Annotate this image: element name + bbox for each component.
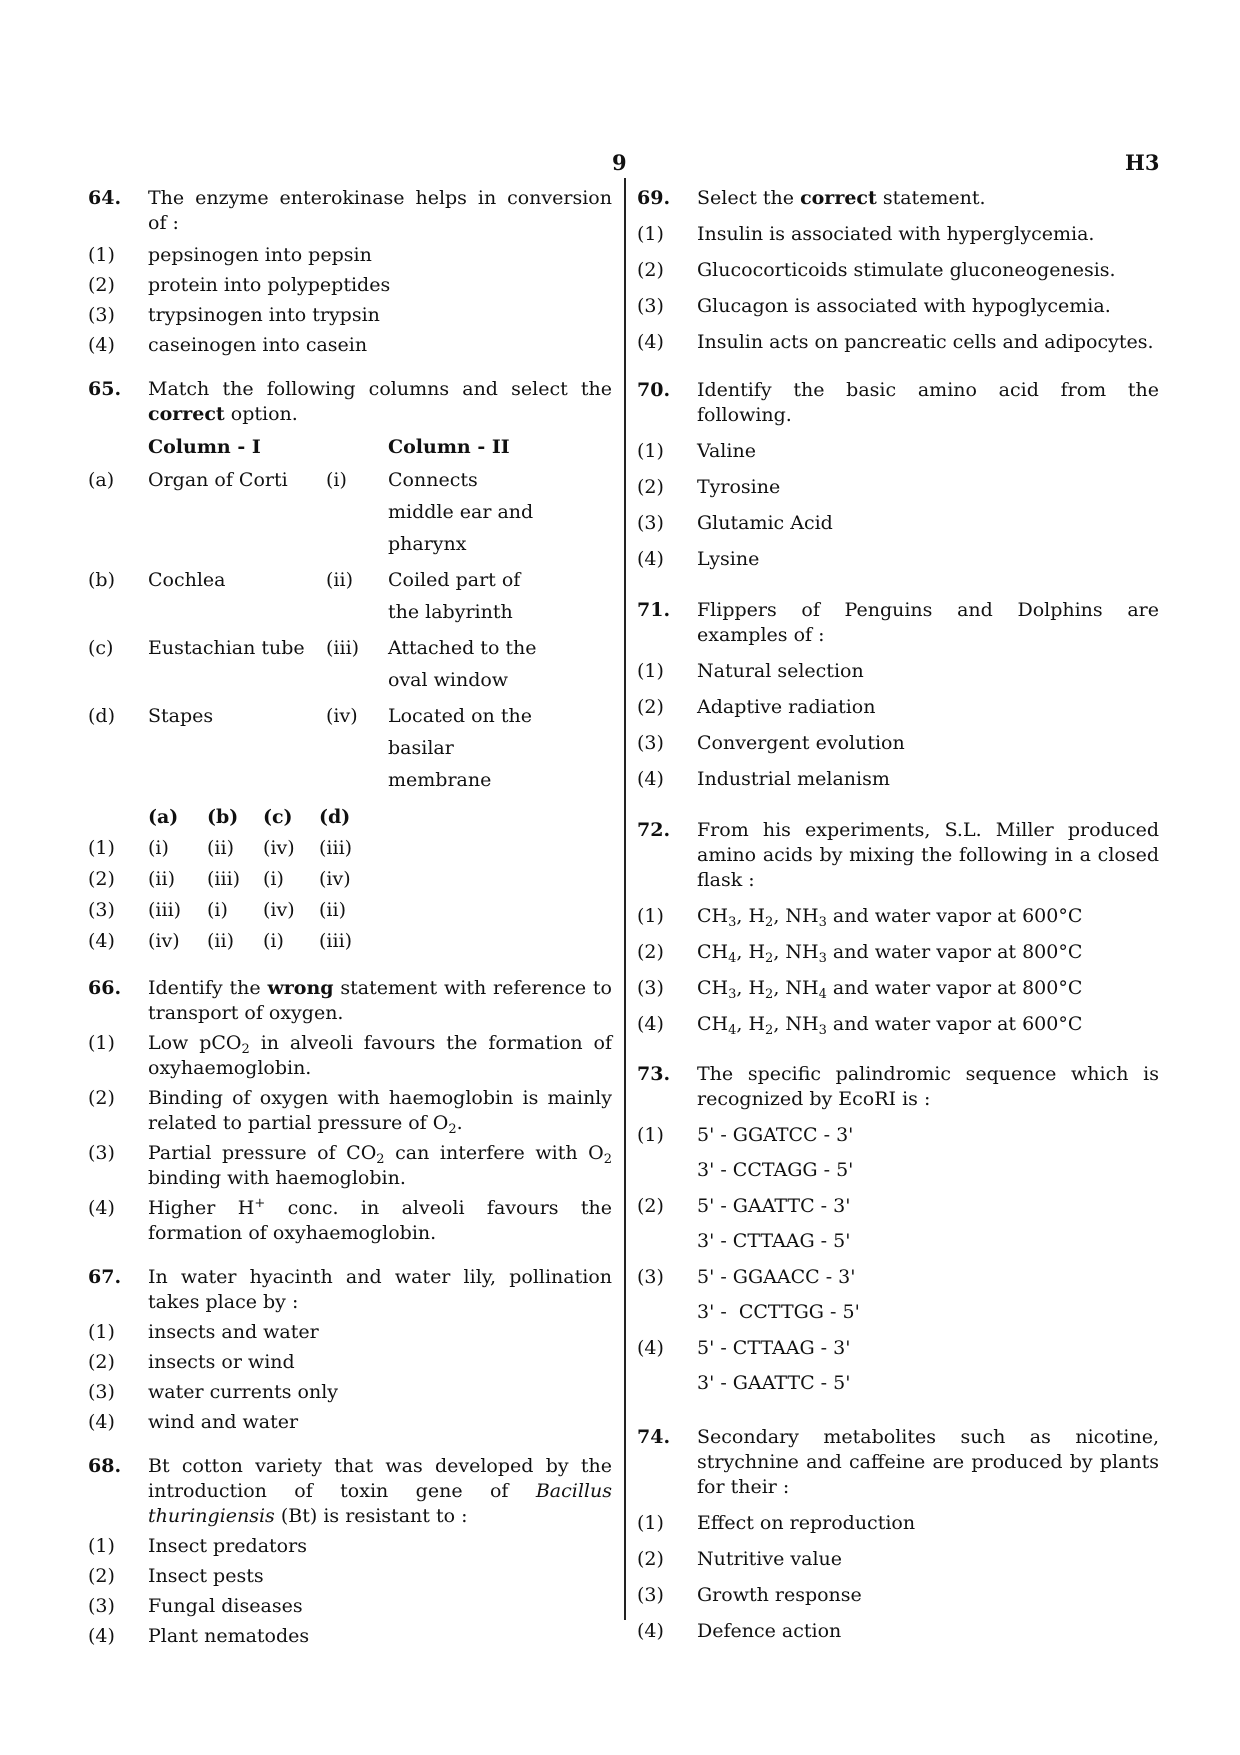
question-64 [88,186,612,236]
question-number: 73. [637,1063,671,1085]
option[interactable]: (4) $CH_4$, $H_2$, $NH_3$ and water vapor at 600°C [637,1013,1083,1038]
question-number: 64. [88,187,122,209]
option[interactable]: (3) water currents only [88,1381,339,1403]
option[interactable]: (2) Nutritive value [637,1548,843,1570]
match-row: (c) Eustachian tube (iii) Attached to the oval window [88,637,537,691]
question-stem: Identify the basic amino acid from the following. [697,379,1159,426]
option[interactable]: (2) Adaptive radiation [637,696,876,718]
answer-option-row[interactable]: (1) (i) (ii) (iv) (iii) [88,837,353,859]
question-number: 70. [637,379,671,401]
question-stem: Match the following columns and select the correct option. [148,378,612,425]
option[interactable]: (4) Higher H+ conc. in alveoli favours the formation of oxyhaemoglobin. [88,1196,613,1244]
page-number: 9 [612,150,627,175]
question-70 [637,378,1159,428]
question-stem: Flippers of Penguins and Dolphins are examples of : [697,599,1159,646]
question-stem: From his experiments, S.L. Miller produced amino acids by mixing the following in a closed flask : [697,819,1159,891]
paper-code: H3 [1125,150,1160,175]
option[interactable]: (3) Partial pressure of $CO_2$ can interfere with $O_2$ binding with haemoglobin. [88,1142,612,1189]
option[interactable]: (1) Natural selection [637,660,864,682]
option[interactable]: (1) Effect on reproduction [637,1512,916,1534]
question-number: 66. [88,977,122,999]
option[interactable]: (4) Plant nematodes [88,1625,310,1647]
option[interactable]: (3) Glucagon is associated with hypoglycemia. [637,295,1111,317]
question-number: 69. [637,187,671,209]
option[interactable]: (4) Insulin acts on pancreatic cells and adipocytes. [637,331,1154,353]
question-65 [88,377,612,427]
option[interactable]: (2) Tyrosine [637,476,781,498]
option[interactable]: (4) Industrial melanism [637,768,890,790]
question-stem: Secondary metabolites such as nicotine, strychnine and caffeine are produced by plants for their : [697,1426,1159,1498]
option[interactable]: (4) 5' - CTTAAG - 3' 3' - GAATTC - 5' [637,1337,851,1394]
option[interactable]: (4) Lysine [637,548,760,570]
option[interactable]: (2) insects or wind [88,1351,295,1373]
option[interactable]: (1) Insulin is associated with hyperglycemia. [637,223,1095,245]
question-73 [637,1062,1159,1112]
right-column [637,186,1159,1644]
question-stem: Select the correct statement. [697,187,986,209]
question-stem: The specific palindromic sequence which is recognized by EcoRI is : [697,1063,1159,1110]
option[interactable]: (1) Low pCO$_2$ in alveoli favours the formation of oxyhaemoglobin. [88,1032,612,1079]
answer-option-row[interactable]: (4) (iv) (ii) (i) (iii) [88,930,353,952]
question-number: 67. [88,1266,122,1288]
option[interactable]: (3) Growth response [637,1584,862,1606]
question-stem: Bt cotton variety that was developed by the introduction of toxin gene of Bacillus thuringiensis (Bt) is resistant to : [148,1455,612,1527]
option[interactable]: (3) Glutamic Acid [637,512,833,534]
question-number: 71. [637,599,671,621]
answer-key-table: (a) (b) (c) (d) (1) (i) (ii) (iv) (iii) (2) (ii) (iii) (i) (iv) (3) (iii) (i) (iv) (ii) (4) (iv) (ii) (i) (iii) [88,802,379,957]
question-stem: Identify the wrong statement with reference to transport of oxygen. [148,977,612,1024]
question-stem: In water hyacinth and water lily, pollination takes place by : [148,1266,612,1313]
column-divider [624,178,626,1620]
option[interactable]: (3) trypsinogen into trypsin [88,304,380,326]
option[interactable]: (2) Insect pests [88,1565,264,1587]
option[interactable]: (4) wind and water [88,1411,299,1433]
option[interactable]: (1) $CH_3$, $H_2$, $NH_3$ and water vapor at 600°C [637,905,1083,930]
option[interactable]: (2) Glucocorticoids stimulate gluconeogenesis. [637,259,1116,281]
option[interactable]: (3) 5' - GGAACC - 3' 3' - CCTTGG - 5' [637,1266,860,1323]
option[interactable]: (2) 5' - GAATTC - 3' 3' - CTTAAG - 5' [637,1195,851,1252]
answer-option-row[interactable]: (3) (iii) (i) (iv) (ii) [88,899,346,921]
option[interactable]: (3) Fungal diseases [88,1595,303,1617]
match-row: (a) Organ of Corti (i) Connects middle ear and pharynx [88,469,534,555]
option[interactable]: (1) pepsinogen into pepsin [88,244,372,266]
question-number: 68. [88,1455,122,1477]
option[interactable]: (1) 5' - GGATCC - 3' 3' - CCTAGG - 5' [637,1124,854,1181]
option[interactable]: (3) Convergent evolution [637,732,905,754]
option[interactable]: (2) $CH_4$, $H_2$, $NH_3$ and water vapor at 800°C [637,941,1083,966]
question-number: 65. [88,378,122,400]
question-71 [637,598,1159,648]
match-row: (d) Stapes (iv) Located on the basilar membrane [88,705,532,791]
question-69 [637,186,1159,211]
option[interactable]: (4) Defence action [637,1620,842,1642]
option[interactable]: (2) Binding of oxygen with haemoglobin is mainly related to partial pressure of $O_2$. [88,1087,612,1137]
question-67 [88,1265,612,1315]
left-column [88,186,612,1649]
question-number: 74. [637,1426,671,1448]
option[interactable]: (1) Insect predators [88,1535,307,1557]
question-72 [637,818,1159,893]
option[interactable]: (1) insects and water [88,1321,319,1343]
option[interactable]: (1) Valine [637,440,756,462]
match-row: (b) Cochlea (ii) Coiled part of the labyrinth [88,569,521,623]
option[interactable]: (3) $CH_3$, $H_2$, $NH_4$ and water vapor at 800°C [637,977,1083,1002]
answer-option-row[interactable]: (2) (ii) (iii) (i) (iv) [88,868,351,890]
option[interactable]: (4) caseinogen into casein [88,334,368,356]
question-68 [88,1454,612,1529]
option[interactable]: (2) protein into polypeptides [88,274,391,296]
question-66 [88,976,612,1026]
question-stem: The enzyme enterokinase helps in conversion of : [148,187,612,234]
question-74 [637,1425,1159,1500]
question-number: 72. [637,819,671,841]
match-table: Column - I Column - II (a) Organ of Corti (i) Connects middle ear and pharynx (b) Cochlea (ii) Coiled part of the labyrinth (c) Eustachian tube (iii) Attached to the oval window (d) Stapes (iv) Located on the basilar membrane [88,435,548,796]
